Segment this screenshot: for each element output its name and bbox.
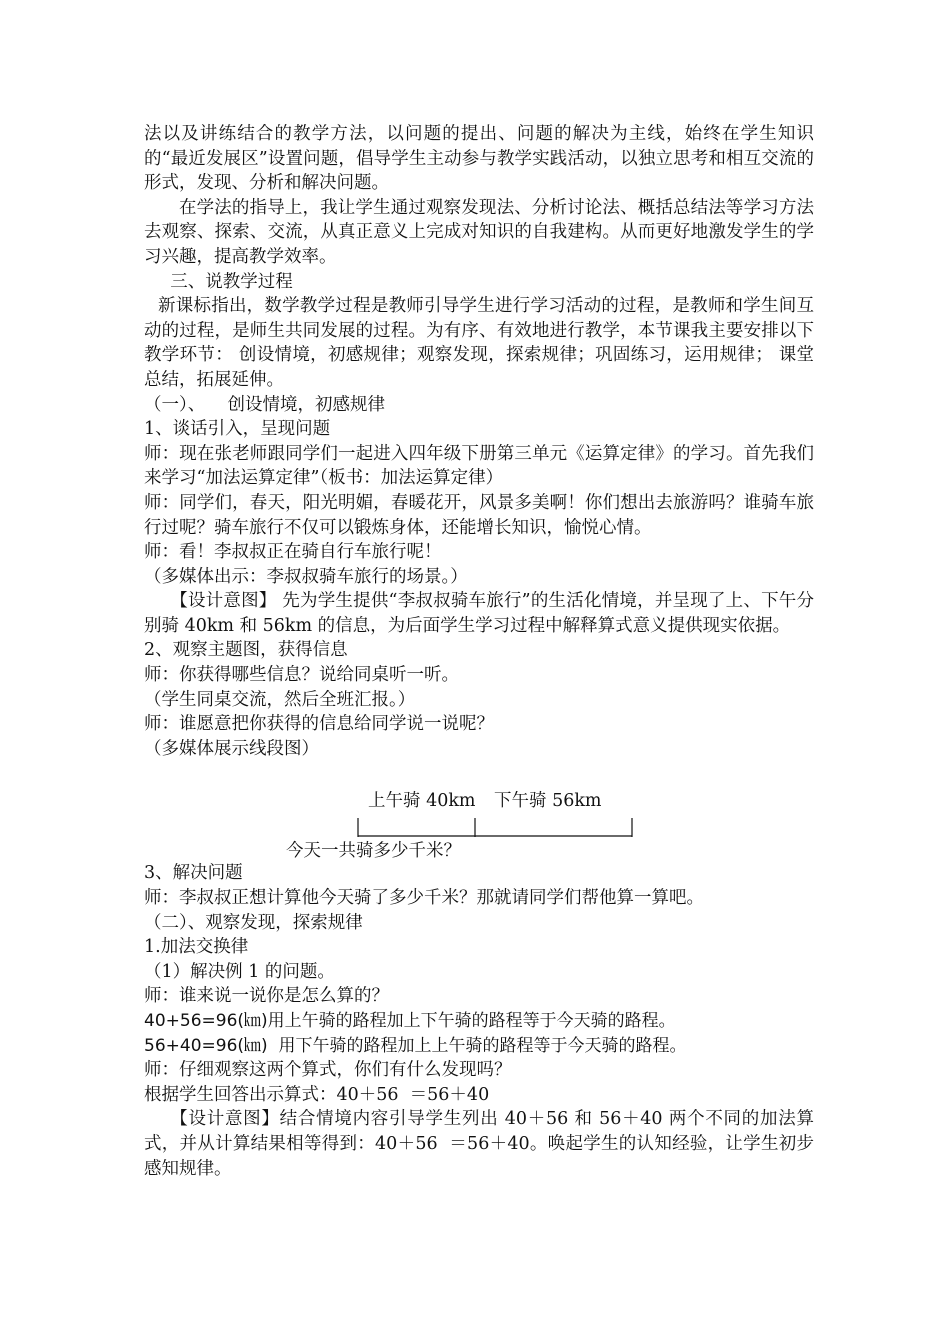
design-intent-2: 【设计意图】结合情境内容引导学生列出 40＋56 和 56＋40 两个不同的加法算式，并从计算结果相等得到：40＋56 ＝56＋40。唤起学生的认知经验，让学生初步感知规律。: [144, 1109, 814, 1179]
step-heading-1: 1、谈话引入，呈现问题: [144, 419, 331, 440]
equation-line-1: 40+56=96(㎞)用上午骑的路程加上下午骑的路程等于今天骑的路程。: [144, 1011, 676, 1031]
equation-line-2: 56+40=96(㎞) 用下午骑的路程加上上午骑的路程等于今天骑的路程。: [144, 1035, 687, 1056]
afternoon-distance-label: 下午骑 56km: [494, 791, 602, 812]
design-intent-1: 【设计意图】 先为学生提供“李叔叔骑车旅行”的生活化情境，并呈现了上、下午分别骑 40km 和 56km 的信息，为后面学生学习过程中解释算式意义提供现实依据。: [144, 591, 814, 636]
teacher-line-spring: 师：同学们，春天，阳光明媚，春暖花开，风景多美啊！你们想出去旅游吗？谁骑车旅行过呢？骑车旅行不仅可以锻炼身体，还能增长知识，愉悦心情。: [144, 492, 814, 538]
teacher-line-how: 师：谁来说一说你是怎么算的？: [144, 986, 389, 1007]
paragraph-teaching-method: 法以及讲练结合的教学方法，以问题的提出、问题的解决为主线，始终在学生知识的“最近发展区”设置问题，倡导学生主动参与教学实践活动，以独立思考和相互交流的形式，发现、分析和解决问题。: [144, 124, 814, 194]
segment-lines: [144, 761, 814, 861]
subheading-part-one: （一）、 创设情境，初感规律: [144, 394, 385, 415]
morning-distance-label: 上午骑 40km: [368, 791, 476, 812]
shown-equation: 根据学生回答出示算式：40＋56 ＝56＋40: [144, 1084, 490, 1105]
teacher-line-calculate: 师：李叔叔正想计算他今天骑了多少千米？那就请同学们帮他算一算吧。: [144, 888, 704, 909]
teacher-line-intro: 师：现在张老师跟同学们一起进入四年级下册第三单元《运算定律》的学习。首先我们来学习“加法运算定律”（板书：加法运算定律）: [144, 443, 814, 489]
document-body: [144, 122, 814, 1181]
note-multimedia-diagram: （多媒体展示线段图）: [144, 738, 319, 759]
section-heading-teaching-process: 三、说教学过程: [170, 271, 293, 292]
teacher-line-look: 师：看！李叔叔正在骑自行车旅行呢！: [144, 542, 442, 563]
teacher-line-share: 师：谁愿意把你获得的信息给同学说一说呢？: [144, 714, 494, 735]
subheading-part-two: （二）、观察发现，探索规律: [144, 912, 363, 933]
sub-item-example-1: （1）解决例 1 的问题。: [144, 961, 335, 982]
teacher-line-info: 师：你获得哪些信息？说给同桌听一听。: [144, 665, 459, 686]
paragraph-study-method: 在学法的指导上，我让学生通过观察发现法、分析讨论法、概括总结法等学习方法去观察、探索、交流，从真正意义上完成对知识的自我建构。从而更好地激发学生的学习兴趣，提高教学效率。: [144, 197, 814, 267]
total-distance-question: 今天一共骑多少千米？: [286, 841, 461, 862]
note-multimedia-scene: （多媒体出示：李叔叔骑车旅行的场景。）: [144, 566, 468, 587]
note-student-exchange: （学生同桌交流，然后全班汇报。）: [144, 689, 416, 710]
step-heading-3: 3、解决问题: [144, 863, 243, 884]
paragraph-curriculum-intro: 新课标指出，数学教学过程是教师引导学生进行学习活动的过程，是教师和学生间互动的过程，是师生共同发展的过程。为有序、有效地进行教学，本节课我主要安排以下教学环节： 创设情境，初感规律；观察发现，探索规律；巩固练习，运用规律； 课堂总结，拓展延伸。: [144, 296, 814, 390]
teacher-line-observe: 师：仔细观察这两个算式，你们有什么发现吗？: [144, 1060, 512, 1081]
heading-commutative-law: 1.加法交换律: [144, 937, 249, 958]
line-segment-diagram: [144, 761, 814, 861]
step-heading-2: 2、观察主题图，获得信息: [144, 640, 348, 661]
